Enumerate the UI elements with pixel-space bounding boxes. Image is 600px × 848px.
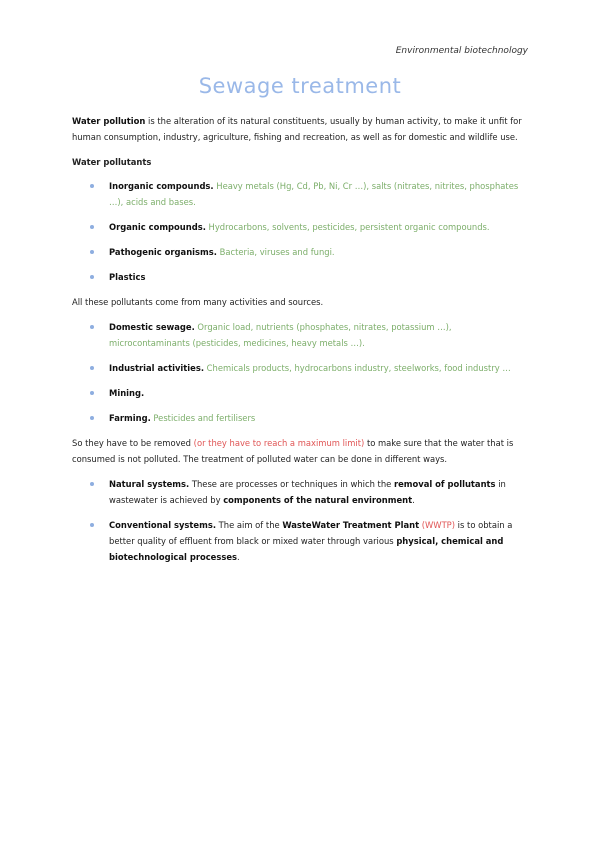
intro-text: is the alteration of its natural constituents, usually by human activity, to make it unfit for human consumption, industry, agriculture, fishing and recreation, as well as for domestic and wildlife use. — [72, 116, 522, 142]
bullet-icon — [90, 250, 94, 254]
item-detail: Organic load, nutrients (phosphates, nitrates, potassium …), microcontaminants (pesticides, medicines, heavy metals …). — [109, 322, 452, 348]
list-item — [72, 219, 528, 235]
bullet-icon — [90, 184, 94, 188]
sources-intro: All these pollutants come from many activities and sources. — [72, 297, 324, 307]
list-item-conventional-systems: Conventional systems. The aim of the WasteWater Treatment Plant (WWTP) is to obtain a better quality of effluent from black or mixed water through various physical, chemical and biotechnological processes. — [72, 517, 528, 565]
list-item — [72, 269, 528, 285]
sources-list — [72, 319, 528, 426]
pollutants-list — [72, 178, 528, 285]
bullet-icon — [90, 416, 94, 420]
item-detail: Chemicals products, hydrocarbons industry, steelworks, food industry … — [204, 363, 511, 373]
wwtp-abbreviation: (WWTP) — [419, 520, 456, 530]
document-body — [72, 113, 528, 574]
running-header: Environmental biotechnology — [395, 46, 528, 56]
bullet-icon — [90, 482, 94, 486]
item-label: Pathogenic organisms. — [109, 247, 217, 257]
list-item — [72, 319, 528, 351]
treatments-list — [72, 476, 528, 565]
item-label: Organic compounds. — [109, 222, 206, 232]
item-detail: Pesticides and fertilisers — [150, 413, 256, 423]
list-item-natural-systems: Natural systems. These are processes or techniques in which the removal of pollutants in wastewater is achieved by components of the natural environment. — [72, 476, 528, 508]
bullet-icon — [90, 275, 94, 279]
pollutants-heading: Water pollutants — [72, 157, 152, 167]
item-label: Plastics — [109, 272, 146, 282]
list-item — [72, 178, 528, 210]
page-title: Sewage treatment — [198, 74, 402, 98]
bullet-icon — [90, 523, 94, 527]
item-label: Domestic sewage. — [109, 322, 195, 332]
list-item — [72, 244, 528, 260]
bullet-icon — [90, 366, 94, 370]
removal-highlight: (or they have to reach a maximum limit) — [193, 438, 365, 448]
item-label: Industrial activities. — [109, 363, 205, 373]
list-item — [72, 410, 528, 426]
item-label: Conventional systems. — [109, 520, 216, 530]
item-label: Inorganic compounds. — [109, 181, 214, 191]
intro-paragraph — [72, 113, 528, 145]
item-detail: Heavy metals (Hg, Cd, Pb, Ni, Cr …), salts (nitrates, nitrites, phosphates …), acids and bases. — [109, 181, 519, 207]
intro-term: Water pollution — [72, 116, 146, 126]
item-detail: Hydrocarbons, solvents, pesticides, persistent organic compounds. — [205, 222, 490, 232]
item-label: Mining. — [109, 388, 145, 398]
bullet-icon — [90, 325, 94, 329]
list-item — [72, 385, 528, 401]
bullet-icon — [90, 391, 94, 395]
item-detail: Bacteria, viruses and fungi. — [216, 247, 335, 257]
item-label: Farming. — [109, 413, 151, 423]
list-item — [72, 360, 528, 376]
bullet-icon — [90, 225, 94, 229]
item-label: Natural systems. — [109, 479, 190, 489]
removal-paragraph: So they have to be removed (or they have to reach a maximum limit) to make sure that the water that is consumed is not polluted. The treatment of polluted water can be done in different ways. — [72, 438, 514, 464]
